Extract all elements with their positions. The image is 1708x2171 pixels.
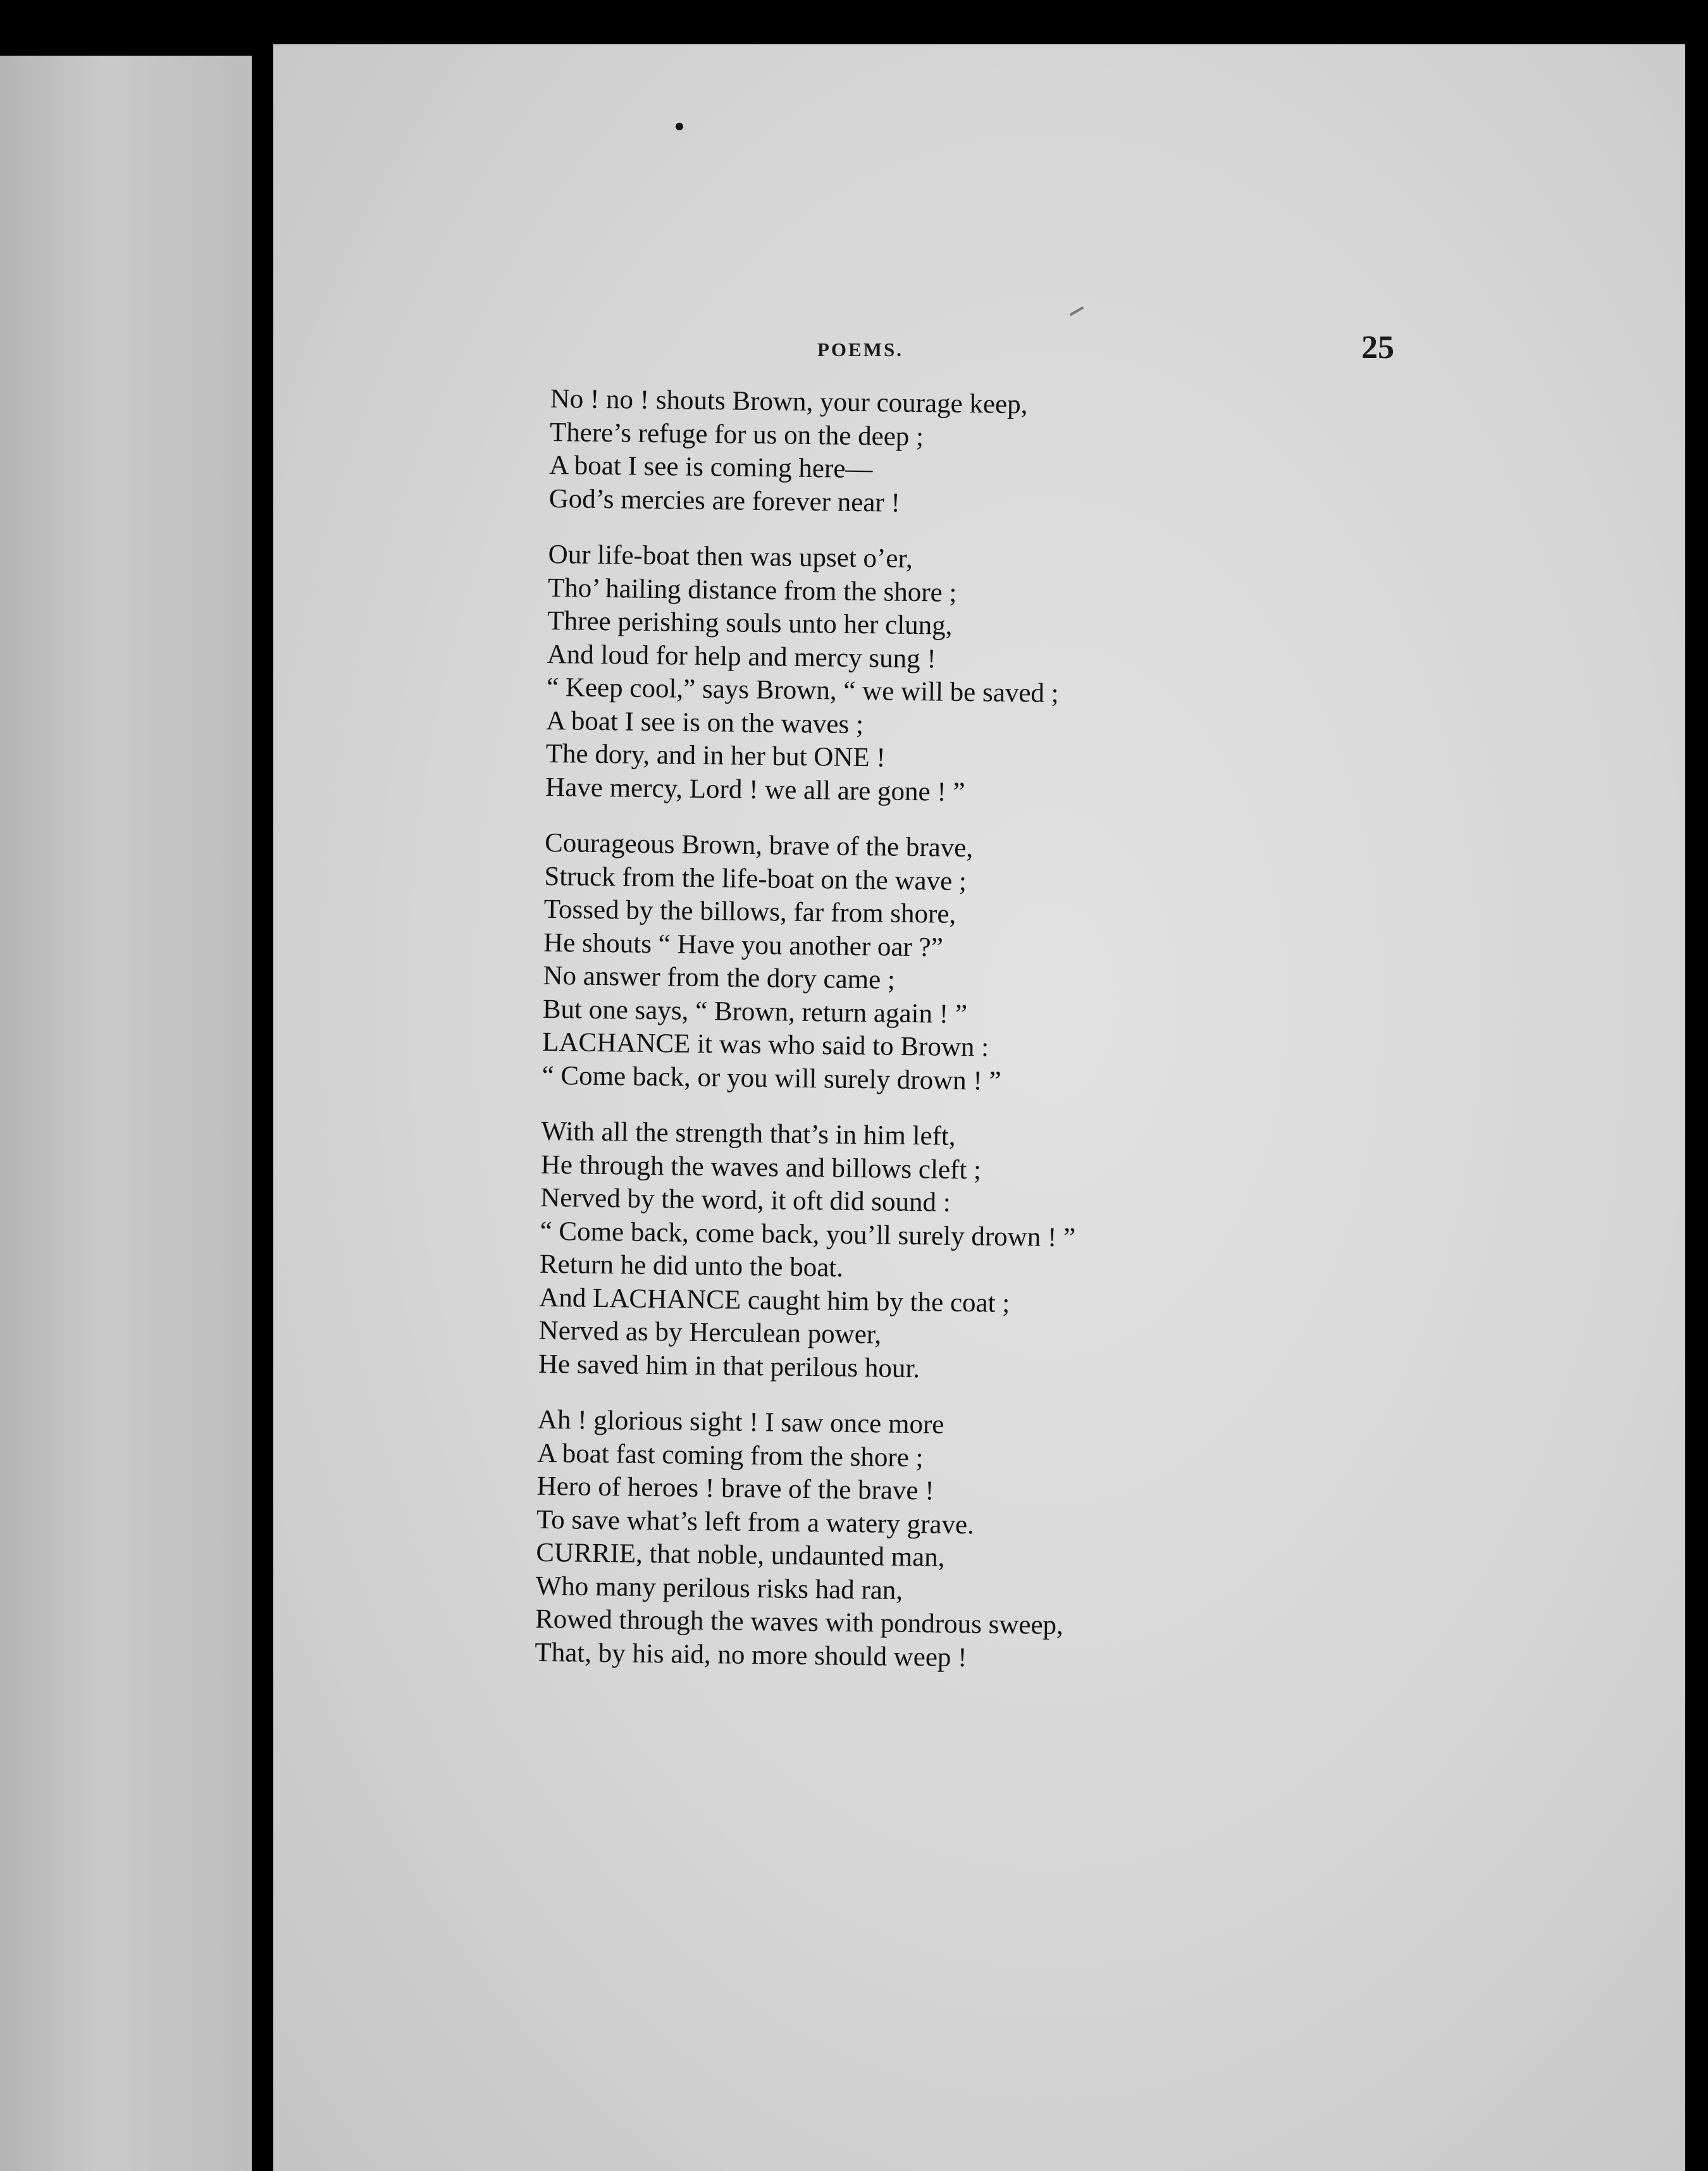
verse-line: Courageous Brown, brave of the brave, <box>544 827 974 863</box>
verse-line: “ Keep cool,” says Brown, “ we will be saved ; <box>546 672 1059 708</box>
verse-line: God’s mercies are forever near ! <box>548 483 901 518</box>
page-number: 25 <box>1361 330 1394 366</box>
verse-line: He through the waves and billows cleft ; <box>540 1149 982 1185</box>
verse-line: Tho’ hailing distance from the shore ; <box>547 572 957 608</box>
stanza <box>545 538 1263 813</box>
verse-line: A boat I see is on the waves ; <box>546 705 864 739</box>
verse-line: Three perishing souls unto her clung, <box>547 605 953 641</box>
verse-line: Hero of heroes ! brave of the brave ! <box>536 1471 934 1506</box>
verse-line: CURRIE, that noble, undaunted man, <box>536 1537 945 1573</box>
verse-line: He shouts “ Have you another oar ?” <box>543 927 944 963</box>
facing-page-edge <box>0 56 252 2171</box>
running-head: POEMS. <box>817 338 903 361</box>
verse-line: Have mercy, Lord ! we all are gone ! ” <box>545 772 965 807</box>
verse-line: Who many perilous risks had ran, <box>535 1571 903 1605</box>
scan-border-right <box>1685 57 1708 2171</box>
verse-line: Tossed by the billows, far from shore, <box>543 894 956 929</box>
verse-line: With all the strength that’s in him left, <box>541 1116 956 1151</box>
verse-line: Return he did unto the boat. <box>539 1249 844 1283</box>
verse-line: Rowed through the waves with pondrous sweep, <box>535 1604 1064 1641</box>
verse-line: Our life-boat then was upset o’er, <box>548 539 913 574</box>
verse-line: LACHANCE it was who said to Brown : <box>541 1027 989 1063</box>
verse-line: He saved him in that perilous hour. <box>538 1349 920 1383</box>
poem-text <box>535 383 1265 1701</box>
dust-speck <box>676 123 683 130</box>
verse-line: No answer from the dory came ; <box>543 960 896 995</box>
verse-line: Struck from the life-boat on the wave ; <box>544 861 967 896</box>
verse-line: But one says, “ Brown, return again ! ” <box>542 994 968 1029</box>
stanza <box>541 827 1259 1101</box>
verse-line: Nerved as by Herculean power, <box>538 1315 882 1350</box>
verse-line: Nerved by the word, it oft did sound : <box>540 1182 951 1218</box>
verse-line: No ! no ! shouts Brown, your courage keep, <box>550 383 1028 420</box>
verse-line: “ Come back, come back, you’ll surely drown ! ” <box>540 1216 1076 1252</box>
verse-line: That, by his aid, no more should weep ! <box>535 1637 967 1673</box>
verse-line: Ah ! glorious sight ! I saw once more <box>537 1404 944 1440</box>
verse-line: To save what’s left from a watery grave. <box>536 1504 975 1540</box>
stanza <box>548 383 1265 524</box>
verse-line: The dory, and in her but ONE ! <box>545 738 886 773</box>
stanza <box>535 1404 1253 1678</box>
verse-line: There’s refuge for us on the deep ; <box>549 417 924 452</box>
verse-line: And loud for help and mercy sung ! <box>547 639 937 674</box>
verse-line: And LACHANCE caught him by the coat ; <box>539 1282 1010 1318</box>
book-gutter <box>252 51 273 2171</box>
stanza <box>538 1115 1256 1390</box>
verse-line: A boat fast coming from the shore ; <box>537 1438 924 1473</box>
verse-line: A boat I see is coming here— <box>549 450 873 485</box>
verse-line: “ Come back, or you will surely drown ! ” <box>541 1060 1001 1096</box>
